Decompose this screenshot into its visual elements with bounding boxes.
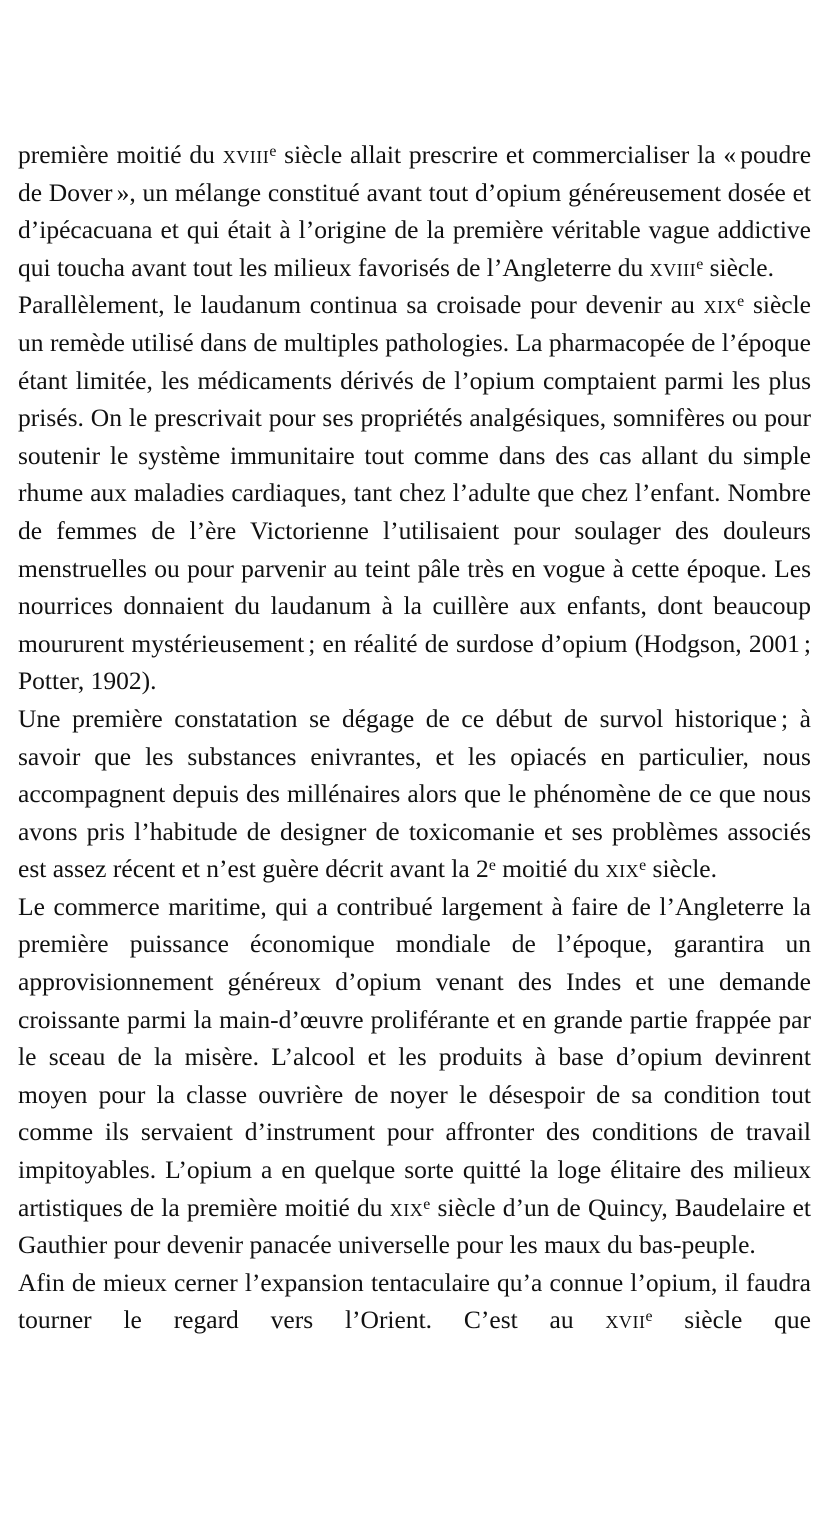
roman-numeral-smallcaps: xvii: [605, 1305, 646, 1335]
roman-numeral-smallcaps: xix: [703, 290, 738, 320]
roman-numeral-smallcaps: xviii: [222, 140, 270, 169]
paragraph: Parallèlement, le laudanum continua sa croisade pour devenir au xix$^e$ siècle un remède utilisé dans de multiples pathologies. La pharmacopée de l’époque étant limitée, les médicaments dérivés de l’opium comptaient parmi les plus prisés. On le prescrivait pour ses propriétés analgésiques, somnifères ou pour soutenir le système immunitaire tout comme dans des cas allant du simple rhume aux maladies cardiaques, tant chez l’adulte que chez l’enfant. Nombre de femmes de l’ère Victorienne l’utilisaient pour soulager des douleurs menstruelles ou pour parvenir au teint pâle très en vogue à cette époque. Les nourrices donnaient du laudanum à la cuillère aux enfants, dont beaucoup moururent mystérieusement ; en réalité de surdose d’opium (Hodgson, 2001 ; Potter, 1902).: [18, 290, 811, 696]
roman-numeral-smallcaps: xix: [605, 854, 640, 884]
paragraph: première moitié du xviii$^e$ siècle allait prescrire et commercialiser la « poudre de Dover », un mélange constitué avant tout d’opium généreusement dosée et d’ipécacuana et qui était à l’origine de la première véritable vague addictive qui toucha avant tout les milieux favorisés de l’Angleterre du xviii$^e$ siècle.: [18, 140, 812, 282]
paragraph: Afin de mieux cerner l’expansion tentaculaire qu’a connue l’opium, il faudra tourner le regard vers l’Orient. C’est au xvii$^e$ siècle que: [18, 1267, 811, 1335]
ordinal-superscript: e: [737, 293, 745, 311]
paragraph: Le commerce maritime, qui a contribué largement à faire de l’Angleterre la première puissance économique mondiale de l’époque, garantira un approvisionnement généreux d’opium venant des Indes et une demande croissante parmi la main-d’œuvre proliférante et en grande partie frappée par le sceau de la misère. L’alcool et les produits à base d’opium devinrent moyen pour la classe ouvrière de noyer le désespoir de sa condition tout comme ils servaient d’instrument pour affronter des conditions de travail impitoyables. L’opium a en quelque sorte quitté la loge élitaire des milieux artistiques de la première moitié du xix$^e$ siècle d’un de Quincy, Baudelaire et Gauthier pour devenir panacée universelle pour les maux du bas-peuple.: [18, 891, 811, 1260]
ordinal-superscript: e: [645, 1308, 653, 1326]
ordinal-superscript: e: [696, 255, 704, 273]
ordinal-superscript: e: [639, 857, 647, 875]
body-text-column: [18, 136, 811, 1339]
ordinal-superscript: e: [269, 142, 277, 160]
roman-numeral-smallcaps: xviii: [649, 252, 697, 282]
paragraph: Une première constatation se dégage de ce début de survol historique ; à savoir que les substances enivrantes, et les opiacés en particulier, nous accompagnent depuis des millénaires alors que le phénomène de ce que nous avons pris l’habitude de designer de toxicomanie et ses problèmes associés est assez récent et n’est guère décrit avant la 2e moitié du xix$^e$ siècle.: [18, 703, 812, 884]
ordinal-superscript: e: [488, 857, 496, 875]
roman-numeral-smallcaps: xix: [389, 1192, 424, 1222]
ordinal-superscript: e: [423, 1195, 431, 1213]
